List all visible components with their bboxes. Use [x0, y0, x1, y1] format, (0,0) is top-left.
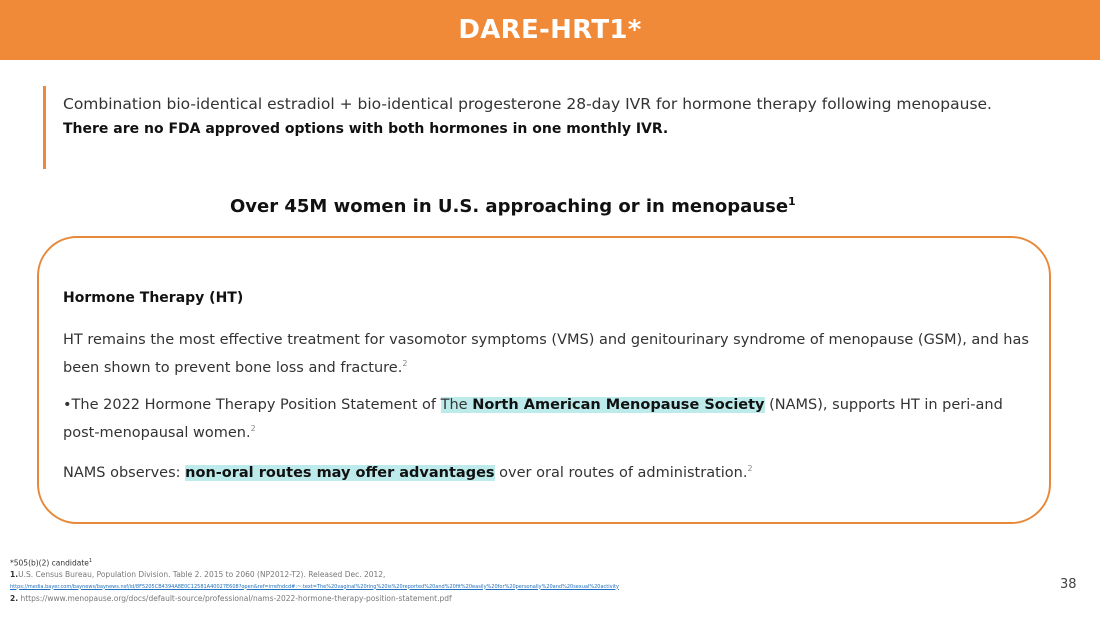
p2-before: •The 2022 Hormone Therapy Position Statement of: [63, 397, 441, 413]
card-heading: Hormone Therapy (HT): [63, 290, 244, 306]
nams-statement-paragraph: [63, 394, 1038, 445]
headline-text: Over 45M women in U.S. approaching or in menopause: [230, 196, 789, 217]
p1-text: HT remains the most effective treatment for vasomotor symptoms (VMS) and genitourinary syndrome of menopause (GSM), and has been shown to prevent bone loss and fracture.: [63, 332, 1029, 376]
candidate-sup: 1: [88, 558, 93, 564]
title-banner: [0, 0, 1100, 60]
fn2-number: 2.: [10, 593, 19, 603]
p3-ref: 2: [747, 464, 753, 473]
page-number: 38: [1060, 577, 1077, 592]
intro-fda-note: There are no FDA approved options with both hormones in one monthly IVR.: [63, 121, 669, 137]
footnotes: [10, 556, 619, 604]
footnote-1: [10, 569, 619, 580]
footnote-1-link-line: [10, 580, 619, 593]
footnote-candidate: [10, 556, 619, 569]
fn1-text: U.S. Census Bureau, Population Division. Table 2. 2015 to 2060 (NP2012-T2). Released Dec. 2012,: [18, 569, 386, 579]
p2-ref: 2: [250, 424, 256, 433]
p3-highlight: non-oral routes may offer advantages: [185, 464, 495, 481]
p2-hl-bold: North American Menopause Society: [472, 397, 765, 413]
p2-hl-plain: The: [440, 397, 473, 413]
candidate-text: *505(b)(2) candidate: [10, 558, 89, 568]
nams-highlight: [441, 397, 765, 413]
p3-before: NAMS observes:: [63, 464, 186, 481]
intro-accent-bar: [43, 86, 46, 169]
p3-after: over oral routes of administration.: [494, 464, 748, 481]
footnote-2: [10, 593, 619, 604]
market-headline: [230, 195, 796, 217]
intro-description: Combination bio-identical estradiol + bio-identical progesterone 28-day IVR for hormone therapy following menopause.: [63, 95, 992, 113]
p2-after: (NAMS), supports HT in peri-and post-menopausal women.: [63, 397, 1003, 441]
headline-ref: 1: [788, 195, 796, 208]
fn2-text: https://www.menopause.org/docs/default-source/professional/nams-2022-hormone-therapy-position-statement.pdf: [20, 593, 452, 603]
ht-effectiveness-paragraph: [63, 329, 1038, 380]
fn1-link[interactable]: https://media.bayer.com/baynews/baynews.nsf/id/8F5205CB4394A8E0C12581A40027E608?open&ref=irrefndcd#:~:text=The%20vaginal%20ring%20is%20reported%20and%20fit%20easily%20for%20personally%20and%20sexual%20activity: [10, 583, 619, 590]
p1-ref: 2: [402, 359, 408, 368]
slide-title: DARE-HRT1*: [458, 15, 642, 45]
nams-observes-paragraph: [63, 457, 1038, 485]
fn1-number: 1.: [10, 569, 19, 579]
